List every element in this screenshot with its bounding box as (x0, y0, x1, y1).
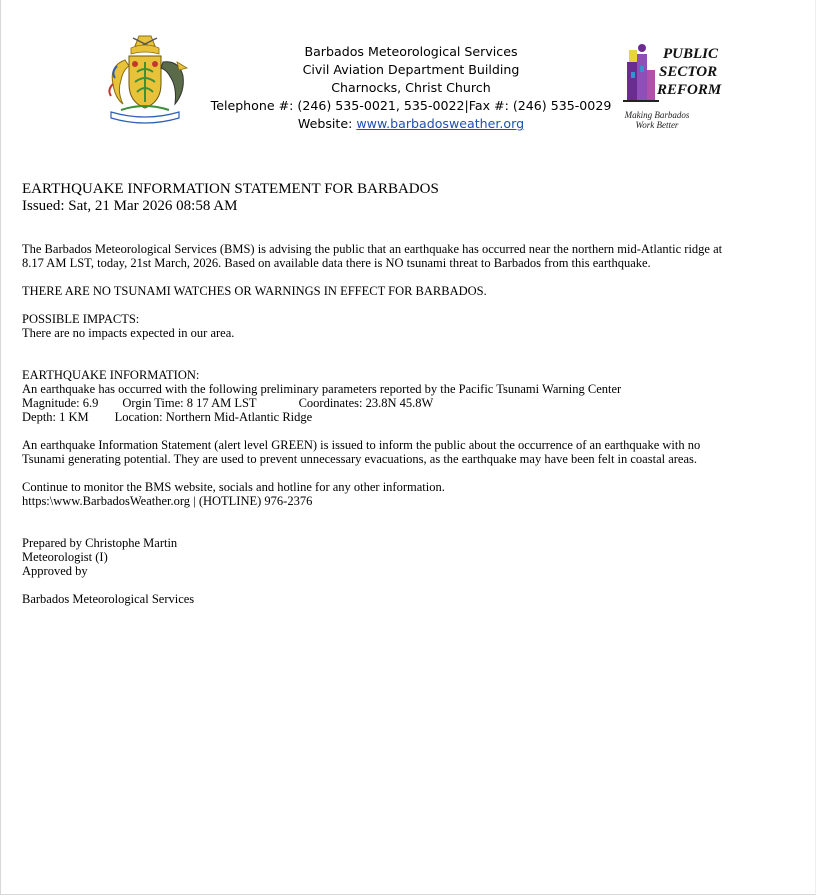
origin-time: Orgin Time: 8 17 AM LST (122, 396, 257, 410)
impacts-text: There are no impacts expected in our area. (22, 326, 235, 340)
public-sector-reform-icon (623, 40, 722, 104)
meteorologist-role: Meteorologist (I) (22, 550, 108, 564)
address: Charnocks, Christ Church (331, 80, 491, 95)
info-heading: EARTHQUAKE INFORMATION: (22, 368, 200, 382)
parameters-row-1 (22, 396, 802, 410)
info-intro: An earthquake has occurred with the following preliminary parameters reported by the Pacific Tsunami Warning Center (22, 382, 622, 396)
coordinates: Coordinates: 23.8N 45.8W (298, 396, 434, 410)
psr-line3: REFORM (657, 82, 722, 98)
intro-line-2: 8.17 AM LST, today, 21st March, 2026. Based on available data there is NO tsunami threat to Barbados from this earthquake. (22, 256, 651, 270)
alert-line-2: Tsunami generating potential. They are used to prevent unnecessary evacuations, as the earthquake may have been felt in coastal areas. (22, 452, 698, 466)
statement-body (22, 181, 802, 606)
issued-date: Issued: Sat, 21 Mar 2026 08:58 AM (22, 198, 238, 214)
building-name: Civil Aviation Department Building (302, 62, 520, 77)
psr-line2: SECTOR (659, 64, 718, 80)
contact-line: https:\www.BarbadosWeather.org | (HOTLINE) 976-2376 (22, 494, 313, 508)
website-label: Website: (297, 116, 357, 131)
impacts-heading: POSSIBLE IMPACTS: (22, 312, 140, 326)
org-name: Barbados Meteorological Services (304, 44, 518, 59)
public-sector-reform-logo (619, 40, 722, 135)
letterhead (201, 43, 621, 133)
psr-tagline (619, 110, 695, 130)
psr-tagline-1: Making Barbados (624, 110, 690, 120)
statement-title: EARTHQUAKE INFORMATION STATEMENT FOR BARBADOS (22, 181, 439, 197)
psr-line1: PUBLIC (663, 46, 719, 62)
alert-line-1: An earthquake Information Statement (alert level GREEN) is issued to inform the public about the occurrence of an earthquake with no (22, 438, 701, 452)
approved-by: Approved by (22, 564, 88, 578)
magnitude: Magnitude: 6.9 (22, 396, 99, 410)
psr-tagline-2: Work Better (635, 120, 679, 130)
org-footer: Barbados Meteorological Services (22, 592, 195, 606)
prepared-by: Prepared by Christophe Martin (22, 536, 178, 550)
location: Location: Northern Mid-Atlantic Ridge (114, 410, 313, 424)
phone-fax: Telephone #: (246) 535-0021, 535-0022|Fax #: (246) 535-0029 (210, 98, 612, 113)
no-warnings-notice: THERE ARE NO TSUNAMI WATCHES OR WARNINGS IN EFFECT FOR BARBADOS. (22, 284, 487, 298)
parameters-row-2 (22, 410, 802, 424)
website-link[interactable]: www.barbadosweather.org (356, 116, 525, 131)
continue-text: Continue to monitor the BMS website, socials and hotline for any other information. (22, 480, 445, 494)
intro-line-1: The Barbados Meteorological Services (BMS) is advising the public that an earthquake has occurred near the northern mid-Atlantic ridge at (22, 242, 723, 256)
website-line (201, 115, 621, 133)
depth: Depth: 1 KM (22, 410, 89, 424)
coat-of-arms-icon (99, 32, 191, 128)
